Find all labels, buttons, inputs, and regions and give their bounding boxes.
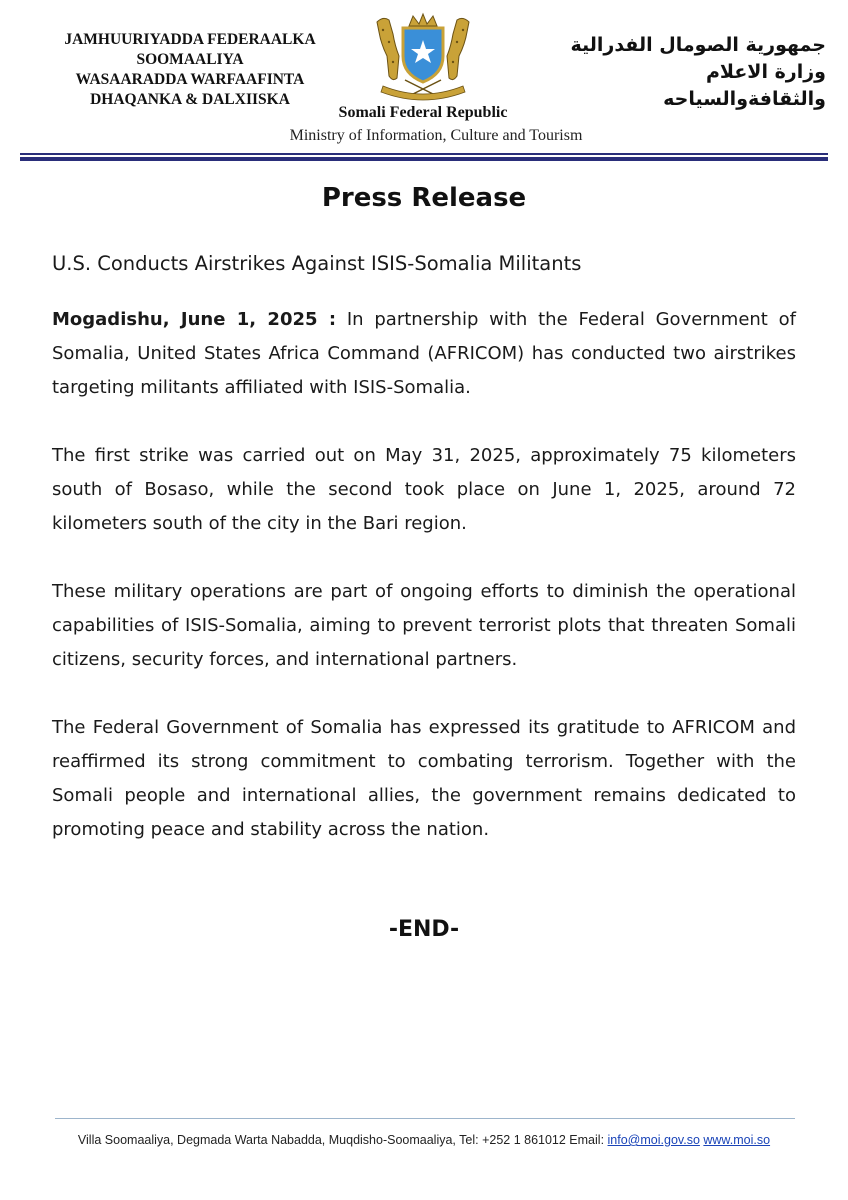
org-name: Somali Federal Republic <box>338 104 508 121</box>
coat-of-arms-icon <box>369 12 477 104</box>
footer <box>0 1133 848 1147</box>
header-divider-thick <box>20 157 828 161</box>
footer-address: Villa Soomaaliya, Degmada Warta Nabadda, Muqdisho-Soomaaliya, Tel: +252 1 861012 Email: <box>77 1133 605 1147</box>
document-headline: U.S. Conducts Airstrikes Against ISIS-Somalia Militants <box>52 252 582 275</box>
document-title: Press Release <box>321 183 527 213</box>
letterhead-arabic-line: والثقافةوالسياحه <box>663 88 826 110</box>
letterhead-arabic-title <box>566 32 826 113</box>
letterhead-line: SOOMAALIYA <box>136 51 244 68</box>
paragraph-3: These military operations are part of ongoing efforts to diminish the operational capabilities of ISIS-Somalia, aiming to prevent terrorist plots that threaten Somali citizens, security forces, and international partners. <box>52 581 796 670</box>
paragraph-1-text: In partnership with the Federal Government of Somalia, United States Africa Command (AFRICOM) has conducted two airstrikes targeting militants affiliated with ISIS-Somalia. <box>52 309 796 398</box>
email-link[interactable]: info@moi.gov.so <box>607 1133 700 1147</box>
paragraph-4: The Federal Government of Somalia has expressed its gratitude to AFRICOM and reaffirmed its strong commitment to combating terrorism. Together with the Somali people and international allies, the government remains dedicated to promoting peace and stability across the nation. <box>52 717 796 840</box>
letterhead-line: JAMHUURIYADDA FEDERAALKA <box>64 31 316 48</box>
letterhead-arabic-line: وزارة الاعلام <box>705 61 826 83</box>
letterhead-line: DHAQANKA & DALXIISKA <box>90 91 290 108</box>
letterhead-arabic-line: جمهورية الصومال الفدرالية <box>570 34 826 56</box>
end-marker: -END- <box>388 917 460 942</box>
ministry-name: Ministry of Information, Culture and Tourism <box>289 127 583 144</box>
header-divider <box>20 153 828 155</box>
paragraph-1 <box>52 303 796 405</box>
letterhead-somali-title <box>40 30 340 110</box>
paragraph-2: The first strike was carried out on May 31, 2025, approximately 75 kilometers south of Bosaso, while the second took place on June 1, 2025, around 72 kilometers south of the city in the Bari region. <box>52 445 796 534</box>
footer-divider <box>55 1118 795 1119</box>
dateline: Mogadishu, June 1, 2025 : <box>52 309 337 330</box>
letterhead-line: WASAARADDA WARFAAFINTA <box>75 71 305 88</box>
website-link[interactable]: www.moi.so <box>703 1133 771 1147</box>
document-body <box>52 303 796 881</box>
